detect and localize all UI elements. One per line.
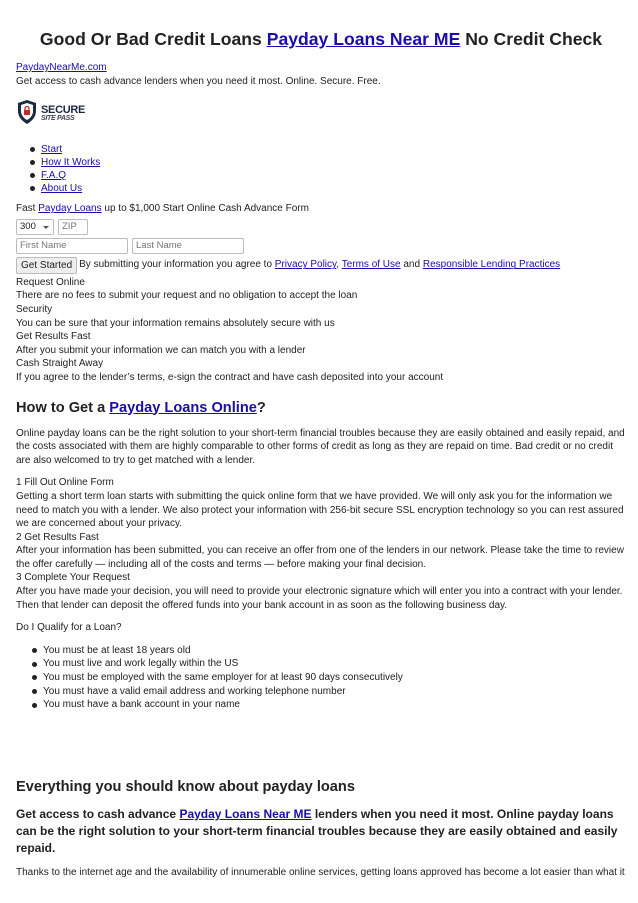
requirement-text: You must have a valid email address and working telephone number [43,685,346,697]
first-name-input[interactable] [16,238,128,254]
requirement-item [32,671,626,685]
features-list [16,276,626,385]
feature-title: Cash Straight Away [16,358,104,370]
document-page [16,0,626,879]
title-suffix: No Credit Check [460,29,603,49]
page-title [16,0,626,52]
how-heading-suffix: ? [256,399,266,416]
amount-select[interactable]: 300 [16,219,54,235]
zip-input[interactable] [58,219,88,235]
name-row [16,238,626,254]
requirement-text: You must be employed with the same employer for at least 90 days consecutively [43,672,403,684]
how-heading-link[interactable]: Payday Loans Online [109,399,257,416]
step3-text: After you have made your decision, you will need to provide your electronic signature which will enter you into a contract with your lender. Then that lender can deposit the offered funds into your bank account in as soon as the following business day. [16,586,623,611]
how-heading [16,398,626,418]
everything-intro-link[interactable]: Payday Loans Near ME [179,806,312,821]
badge-text [41,105,85,123]
nav-link-faq[interactable]: F.A.Q [41,169,67,181]
how-heading-prefix: How to Get a [16,399,110,416]
everything-heading: Everything you should know about payday loans [16,778,355,795]
amount-zip-row [16,219,626,235]
submit-row [16,257,626,274]
requirement-text: You must be at least 18 years old [43,644,191,656]
how-intro: Online payday loans can be the right solution to your short-term financial troubles because they are easily obtained and easily repaid, and the costs associated with them are highly comparable to other forms of credit as long as they are repaid on time. Bad credit or no credit are also welcomed to try to get matched with a lender. [16,427,625,466]
step2-title: 2 Get Results Fast [16,531,99,543]
requirement-item [32,685,626,699]
feature-text: You can be sure that your information remains absolutely secure with us [16,317,335,329]
get-started-button[interactable]: Get Started [16,257,77,274]
site-link[interactable]: PaydayNearMe.com [16,62,107,73]
terms-of-use-link[interactable]: Terms of Use [341,259,401,271]
everything-intro-prefix: Get access to cash advance [16,806,180,821]
requirement-text: You must live and work legally within the US [43,658,239,670]
privacy-policy-link[interactable]: Privacy Policy [274,259,337,271]
requirements-list [32,644,626,712]
step3-title: 3 Complete Your Request [16,572,130,584]
form-title-link[interactable]: Payday Loans [38,203,102,215]
requirement-item [32,657,626,671]
title-prefix: Good Or Bad Credit Loans [39,29,267,49]
tagline: Get access to cash advance lenders when you need it most. Online. Secure. Free. [16,75,381,87]
feature-text: There are no fees to submit your request and no obligation to accept the loan [16,290,358,302]
consent-sep1: , [336,259,342,271]
requirement-item [32,698,626,712]
feature-text: After you submit your information we can match you with a lender [16,344,306,356]
feature-title: Request Online [16,276,85,288]
secure-site-badge [16,96,626,132]
nav-link-start[interactable]: Start [41,143,63,155]
steps [16,476,626,612]
nav-link-how-it-works[interactable]: How It Works [41,156,101,168]
requirement-item [32,644,626,658]
feature-title: Security [16,303,53,315]
form-title-prefix: Fast [16,203,39,215]
form-title [16,202,626,216]
requirement-text: You must have a bank account in your name [43,699,240,711]
nav-list [30,143,626,195]
nav-link-about-us[interactable]: About Us [41,182,83,194]
everything-last-line: Thanks to the internet age and the availability of innumerable online services, getting loans approved has become a lot easier than what it [16,866,625,878]
step1-title: 1 Fill Out Online Form [16,477,114,489]
feature-title: Get Results Fast [16,331,91,343]
consent-sep2: and [400,259,423,271]
nav-item-about-us [30,182,626,195]
consent-text [79,258,560,272]
step2-text: After your information has been submitted, you can receive an offer from one of the lenders in our network. Please take the time to review the offer carefully — including all of the costs and terms — before making your final decision. [16,545,624,570]
shield-lock-icon [16,99,38,130]
step1-text: Getting a short term loan starts with submitting the quick online form that we have provided. We will only ask you for the information we need to match you with a lender. We also protect your information with 256-bit secure SSL encryption technology so you can rest assured we are concerned about your privacy. [16,490,624,530]
nav-item-how-it-works [30,156,626,169]
nav-item-faq [30,169,626,182]
everything-intro [16,806,626,857]
consent-prefix: By submitting your information you agree to [79,259,275,271]
qualify-question: Do I Qualify for a Loan? [16,622,122,634]
form-title-suffix: up to $1,000 Start Online Cash Advance Form [101,203,309,215]
badge-line2: SITE PASS [41,115,75,123]
last-name-input[interactable] [132,238,244,254]
feature-text: If you agree to the lender’s terms, e-sign the contract and have cash deposited into your account [16,371,444,383]
badge-line1: SECURE [41,104,86,117]
responsible-lending-link[interactable]: Responsible Lending Practices [422,259,561,271]
nav-item-start [30,143,626,156]
everything-intro-suffix: lenders when you need it most. Online payday loans can be the right solution to your short-term financial troubles because they are easily obtained and easily repaid. [16,806,618,855]
title-link[interactable]: Payday Loans Near ME [266,29,461,49]
